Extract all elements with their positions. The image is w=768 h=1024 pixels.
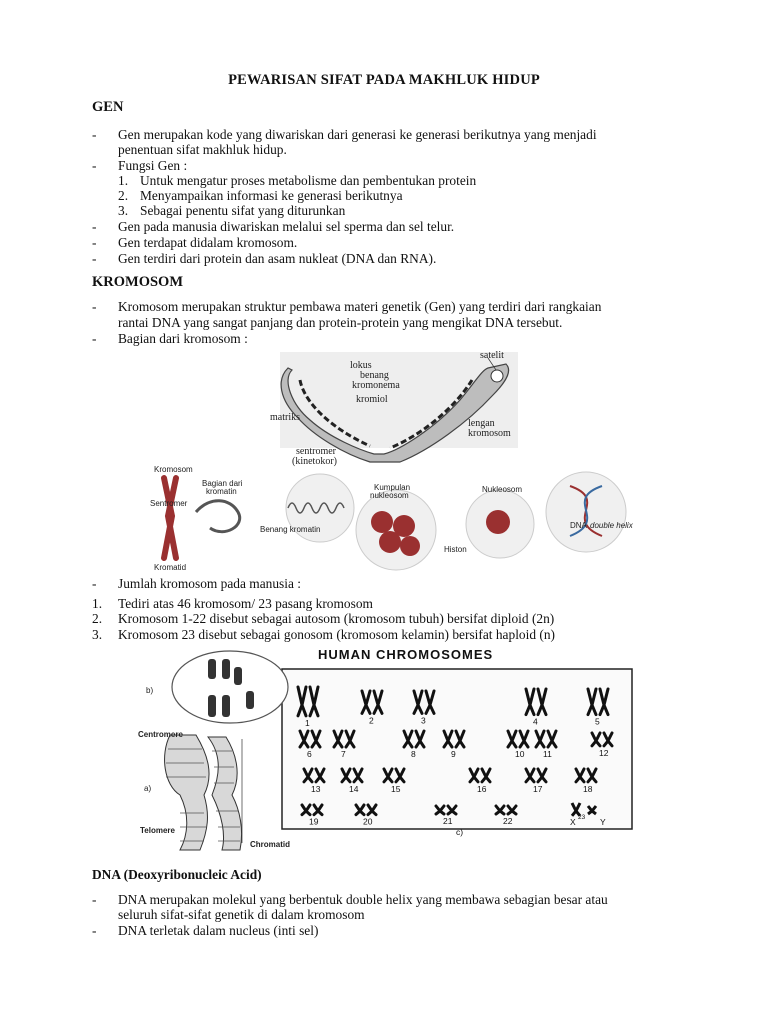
count-number: 2. [92, 611, 103, 626]
label-benang: benang [360, 370, 389, 381]
chromatin-to-dna-figure [150, 466, 640, 574]
chromosome-number-label: 13 [311, 783, 321, 794]
chromosome-number-label: 21 [443, 816, 453, 826]
chromosome-number-label: 19 [309, 816, 319, 827]
count-item: Kromosom 23 disebut sebagai gonosom (kromosom kelamin) bersifat haploid (n) [118, 627, 555, 642]
count-number: 1. [92, 596, 103, 611]
gen-item-2: Fungsi Gen : [118, 158, 188, 173]
label-a: a) [144, 784, 152, 793]
chromosome-number-label: 16 [477, 783, 487, 794]
chromosome-number-label: 12 [599, 747, 609, 758]
label-chromatid: Chromatid [250, 840, 290, 849]
bullet: - [92, 299, 97, 314]
count-item: Kromosom 1-22 disebut sebagai autosom (kromosom tubuh) bersifat diploid (2n) [118, 611, 555, 626]
human-chromosomes-title: HUMAN CHROMOSOMES [318, 647, 494, 662]
label-double-helix: double helix [590, 521, 633, 530]
label-kromosom: Kromosom [154, 466, 193, 474]
label-kinetokor: (kinetokor) [292, 456, 337, 467]
section-heading-gen: GEN [92, 99, 124, 115]
label-matriks: matriks [270, 412, 300, 423]
bullet: - [92, 219, 97, 234]
function-item: Sebagai penentu sifat yang diturunkan [140, 203, 346, 218]
count-number: 3. [92, 627, 103, 642]
function-number: 1. [118, 173, 129, 188]
gen-item-1-line-2: penentuan sifat makhluk hidup. [118, 142, 287, 157]
section-heading-kromosom: KROMOSOM [92, 274, 184, 290]
chromosome-number-label: 6 [307, 749, 312, 759]
bullet: - [92, 158, 97, 173]
label-nukleosom: Nukleosom [482, 485, 523, 494]
label-kromiol: kromiol [356, 394, 388, 405]
chromosome-number-label: 2 [369, 715, 374, 726]
page-title: PEWARISAN SIFAT PADA MAKHLUK HIDUP [228, 72, 540, 88]
function-number: 2. [118, 188, 129, 203]
kromosom-item-2: Bagian dari kromosom : [118, 331, 248, 346]
label-telomere: Telomere [140, 826, 175, 835]
dna-item-2: DNA terletak dalam nucleus (inti sel) [118, 923, 319, 938]
count-item: Tediri atas 46 kromosom/ 23 pasang kromosom [118, 596, 373, 611]
label-nukleosom-pl: nukleosom [370, 491, 409, 500]
label-benang-kromatin: Benang kromatin [260, 525, 321, 534]
label-kromatid: Kromatid [154, 563, 187, 572]
label-centromere: Centromere [138, 730, 183, 739]
label-histon: Histon [444, 545, 467, 554]
label-bagian: Bagian dari [202, 479, 243, 488]
chromosome-number-label: 14 [349, 783, 359, 794]
bullet: - [92, 127, 97, 142]
kromosom-item-1-line-1: Kromosom merupakan struktur pembawa materi genetik (Gen) yang terdiri dari rangkaian [118, 299, 602, 314]
chromosome-number-label: 1 [305, 717, 310, 728]
label-dna: DNA [570, 521, 587, 530]
kromosom-item-3: Jumlah kromosom pada manusia : [118, 576, 301, 591]
label-kromonema: kromonema [352, 380, 400, 391]
chromosome-number-label: 5 [595, 716, 600, 727]
chromosome-number-label: 18 [583, 783, 593, 794]
chromosome-number-label: 15 [391, 783, 401, 794]
section-heading-dna: DNA (Deoxyribonucleic Acid) [92, 867, 262, 882]
chromosome-number-label: 17 [533, 783, 543, 794]
label-lengan: lengan [468, 418, 495, 429]
chromosome-number-label: 10 [515, 749, 525, 759]
chromosome-number-label: 11 [543, 749, 552, 759]
label-y: Y [600, 817, 606, 827]
chromosome-structure-figure [270, 350, 530, 468]
label-kumpulan: Kumpulan [374, 483, 411, 492]
chromosome-number-label: 22 [503, 816, 513, 826]
label-b: b) [146, 686, 154, 695]
kromosom-item-1-line-2: rantai DNA yang sangat panjang dan protein-protein yang mengikat DNA tersebut. [118, 315, 563, 330]
label-lengan-kromosom: kromosom [468, 428, 511, 439]
label-satelit: satelit [480, 350, 504, 361]
label-kromatin: kromatin [206, 487, 237, 496]
dna-item-1-line-1: DNA merupakan molekul yang berbentuk double helix yang membawa sebagian besar atau [118, 892, 608, 907]
label-sentromer-2: Sentromer [150, 499, 188, 508]
dna-item-1-line-2: seluruh sifat-sifat genetik di dalam kromosom [118, 907, 365, 922]
gen-item-3: Gen pada manusia diwariskan melalui sel sperma dan sel telur. [118, 219, 455, 234]
function-number: 3. [118, 203, 129, 218]
human-chromosomes-figure [130, 645, 650, 855]
label-23: 23 [578, 814, 586, 821]
label-x: X [570, 817, 576, 827]
gen-item-5: Gen terdiri dari protein dan asam nukleat (DNA dan RNA). [118, 251, 437, 266]
chromosome-number-label: 20 [363, 816, 373, 827]
label-c: c) [456, 827, 464, 837]
bullet: - [92, 251, 97, 266]
bullet: - [92, 923, 97, 938]
bullet: - [92, 892, 97, 907]
bullet: - [92, 576, 97, 591]
label-lokus: lokus [350, 360, 372, 371]
bullet: - [92, 331, 97, 346]
gen-item-1-line-1: Gen merupakan kode yang diwariskan dari generasi ke generasi berikutnya yang menjadi [118, 127, 597, 142]
chromosome-number-label: 7 [341, 749, 346, 759]
function-item: Untuk mengatur proses metabolisme dan pembentukan protein [140, 173, 477, 188]
chromosome-number-label: 9 [451, 749, 456, 759]
chromosome-number-label: 4 [533, 716, 538, 727]
label-sentromer: sentromer [296, 446, 336, 457]
function-item: Menyampaikan informasi ke generasi berikutnya [140, 188, 403, 203]
gen-item-4: Gen terdapat didalam kromosom. [118, 235, 298, 250]
bullet: - [92, 235, 97, 250]
chromosome-number-label: 8 [411, 749, 416, 759]
chromosome-number-label: 3 [421, 715, 426, 726]
